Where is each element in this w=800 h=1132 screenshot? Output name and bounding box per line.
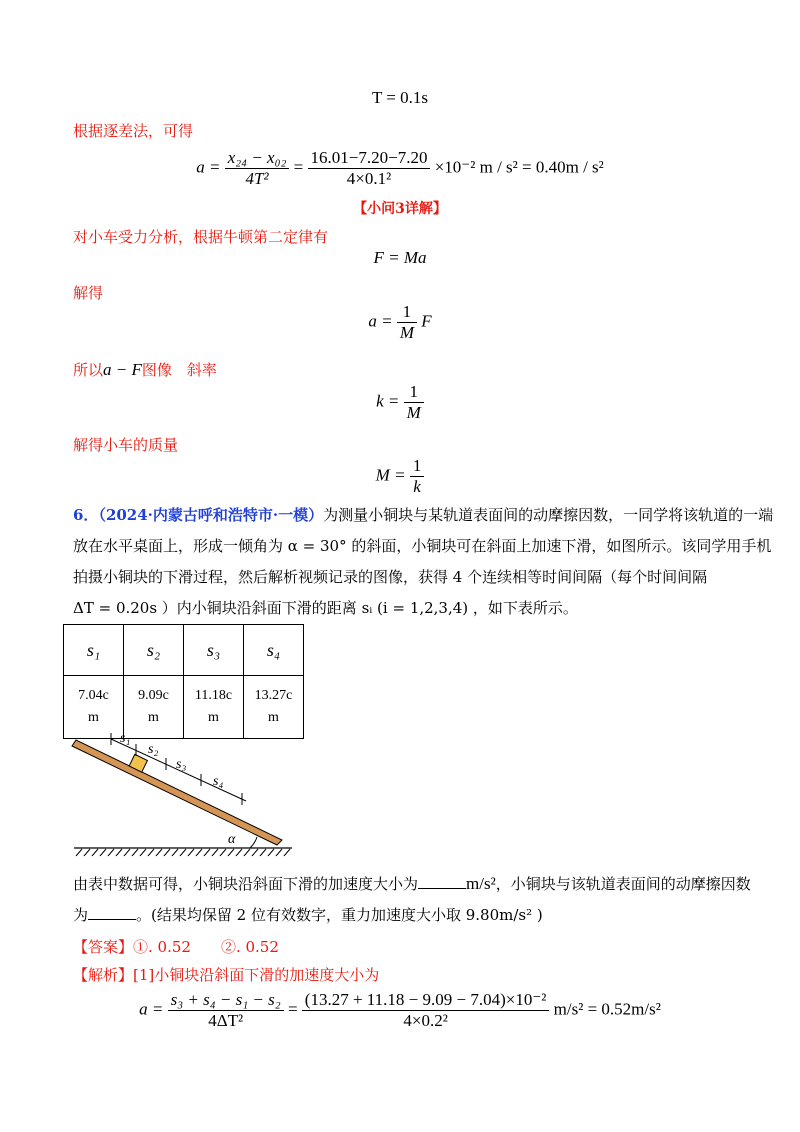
cell-value-bottom: m [208, 710, 219, 725]
eq-a1-num1: x₂₄ − x₀₂ [225, 148, 290, 169]
equation-period-text: T = 0.1s [371, 88, 429, 107]
question-text-1-post: ，小铜块与该轨道表面间的动摩擦因数 [495, 875, 751, 893]
text-slope-pre: 所以 [73, 361, 104, 379]
problem-text-1: 为测量小铜块与某轨道表面间的动摩擦因数，一同学将该轨道的一端 [323, 506, 774, 524]
cell-value-top: 11.18c [194, 688, 233, 703]
cell-value-top: 7.04c [78, 688, 109, 703]
table-header-row [64, 625, 304, 676]
fraction-s-over-4dT2 [168, 990, 284, 1031]
question-text-2: 为 [73, 906, 89, 924]
eq-k-lhs: k = [376, 391, 400, 411]
blank-friction [88, 918, 136, 920]
problem-line-3: 拍摄小铜块的下滑过程，然后解析视频记录的图像，获得 4 个连续相等时间间隔（每个时间间隔 [73, 568, 708, 586]
eq-a2-den: M [399, 323, 414, 342]
cell-value-bottom: m [148, 710, 159, 725]
eq-M-num: 1 [410, 456, 425, 477]
analysis-label: 【解析】 [73, 966, 134, 984]
cell-value-bottom: m [88, 710, 99, 725]
section-title-q3: 【小问3详解】 [353, 201, 447, 217]
text-slope-math: a − F [103, 360, 142, 379]
question-unit: m/s² [466, 874, 496, 893]
incline-track [72, 740, 282, 845]
eq-k-den: M [406, 403, 421, 422]
problem-line-1 [73, 500, 773, 531]
problem-line-2: 放在水平桌面上，形成一倾角为 α = 30° 的斜面，小铜块可在斜面上加速下滑，如图所示。该同学用手机 [73, 537, 772, 555]
eq-final-den1: 4ΔT² [208, 1011, 244, 1030]
analysis-text: [1]小铜块沿斜面下滑的加速度大小为 [133, 966, 380, 984]
analysis-line [73, 960, 379, 991]
answer-text: ①. 0.52 ②. 0.52 [133, 938, 279, 956]
cell-value-bottom: m [268, 710, 279, 725]
question-text-1: 由表中数据可得，小铜块沿斜面下滑的加速度大小为 [73, 875, 419, 893]
text-successive-difference: 根据逐差法，可得 [73, 122, 194, 140]
eq-final-num2: (13.27 + 11.18 − 9.09 − 7.04)×10⁻² [302, 990, 550, 1011]
eq-a2-tail: F [421, 311, 432, 331]
answer-label: 【答案】 [73, 938, 134, 956]
eq-final-tail: m/s² = 0.52m/s² [553, 999, 661, 1019]
label-s2: s₂ [148, 742, 159, 757]
eq-a2-num: 1 [397, 302, 417, 323]
eq-a1-equals: = [293, 157, 304, 177]
ground-hatch [76, 849, 290, 856]
label-s3: s₃ [176, 757, 187, 772]
eq-M-lhs: M = [375, 465, 406, 485]
distance-table [63, 624, 304, 739]
table-header-cell: s₂ [124, 625, 184, 676]
question-text-2-post: 。(结果均保留 2 位有效数字，重力加速度大小取 9.80m/s² ) [136, 906, 543, 924]
text-force-analysis: 对小车受力分析，根据牛顿第二定律有 [73, 228, 329, 246]
label-alpha: α [228, 832, 236, 847]
equation-mass [0, 456, 800, 497]
incline-figure [60, 728, 310, 858]
table-header-cell: s₁ [64, 625, 124, 676]
question-line-1 [73, 868, 751, 900]
cell-value-top: 13.27c [254, 688, 293, 703]
problem-number: 6． [73, 506, 99, 524]
eq-a1-tail: ×10⁻² m / s² = 0.40m / s² [434, 157, 604, 177]
fraction-final-values [302, 990, 550, 1031]
table-header-cell: s₃ [184, 625, 244, 676]
text-mass: 解得小车的质量 [73, 436, 179, 454]
eq-final-num1: s₃ + s₄ − s₁ − s₂ [168, 990, 284, 1011]
fraction-M [410, 456, 425, 497]
fraction-k [404, 382, 424, 423]
eq-a1-den2: 4×0.1² [346, 169, 392, 188]
eq-a1-num2: 16.01−7.20−7.20 [308, 148, 431, 169]
label-s4: s₄ [213, 774, 224, 789]
eq-a1-den1: 4T² [245, 169, 269, 188]
eq-a2-lhs: a = [368, 311, 393, 331]
equation-acceleration-2 [0, 302, 800, 343]
eq-final-den2: 4×0.2² [403, 1011, 448, 1030]
fraction-values [308, 148, 431, 189]
equation-newton: F = Ma [373, 248, 427, 267]
blank-acceleration [418, 887, 466, 889]
equation-slope [0, 382, 800, 423]
fraction-x-over-4T2 [225, 148, 290, 189]
equation-final [0, 990, 800, 1031]
eq-final-equals: = [287, 999, 298, 1019]
eq-a1-lhs: a = [196, 157, 221, 177]
fraction-1-over-M [397, 302, 417, 343]
problem-source: （2024·内蒙古呼和浩特市·一模） [98, 506, 324, 524]
equation-period [0, 88, 800, 108]
eq-M-den: k [413, 477, 421, 496]
eq-final-lhs: a = [139, 999, 164, 1019]
eq-k-num: 1 [404, 382, 424, 403]
label-s1: s₁ [120, 731, 131, 746]
problem-line-4: ΔT = 0.20s ）内小铜块沿斜面下滑的距离 sᵢ (i = 1,2,3,4) ，如下表所示。 [73, 599, 578, 617]
text-solve-1: 解得 [73, 284, 104, 302]
cell-value-top: 9.09c [138, 688, 169, 703]
answer-line [73, 932, 279, 963]
text-slope-post: 图像 斜率 [141, 361, 217, 379]
table-header-cell: s₄ [244, 625, 304, 676]
equation-acceleration-1 [0, 148, 800, 189]
question-line-2 [73, 900, 543, 931]
angle-arc [250, 837, 257, 848]
